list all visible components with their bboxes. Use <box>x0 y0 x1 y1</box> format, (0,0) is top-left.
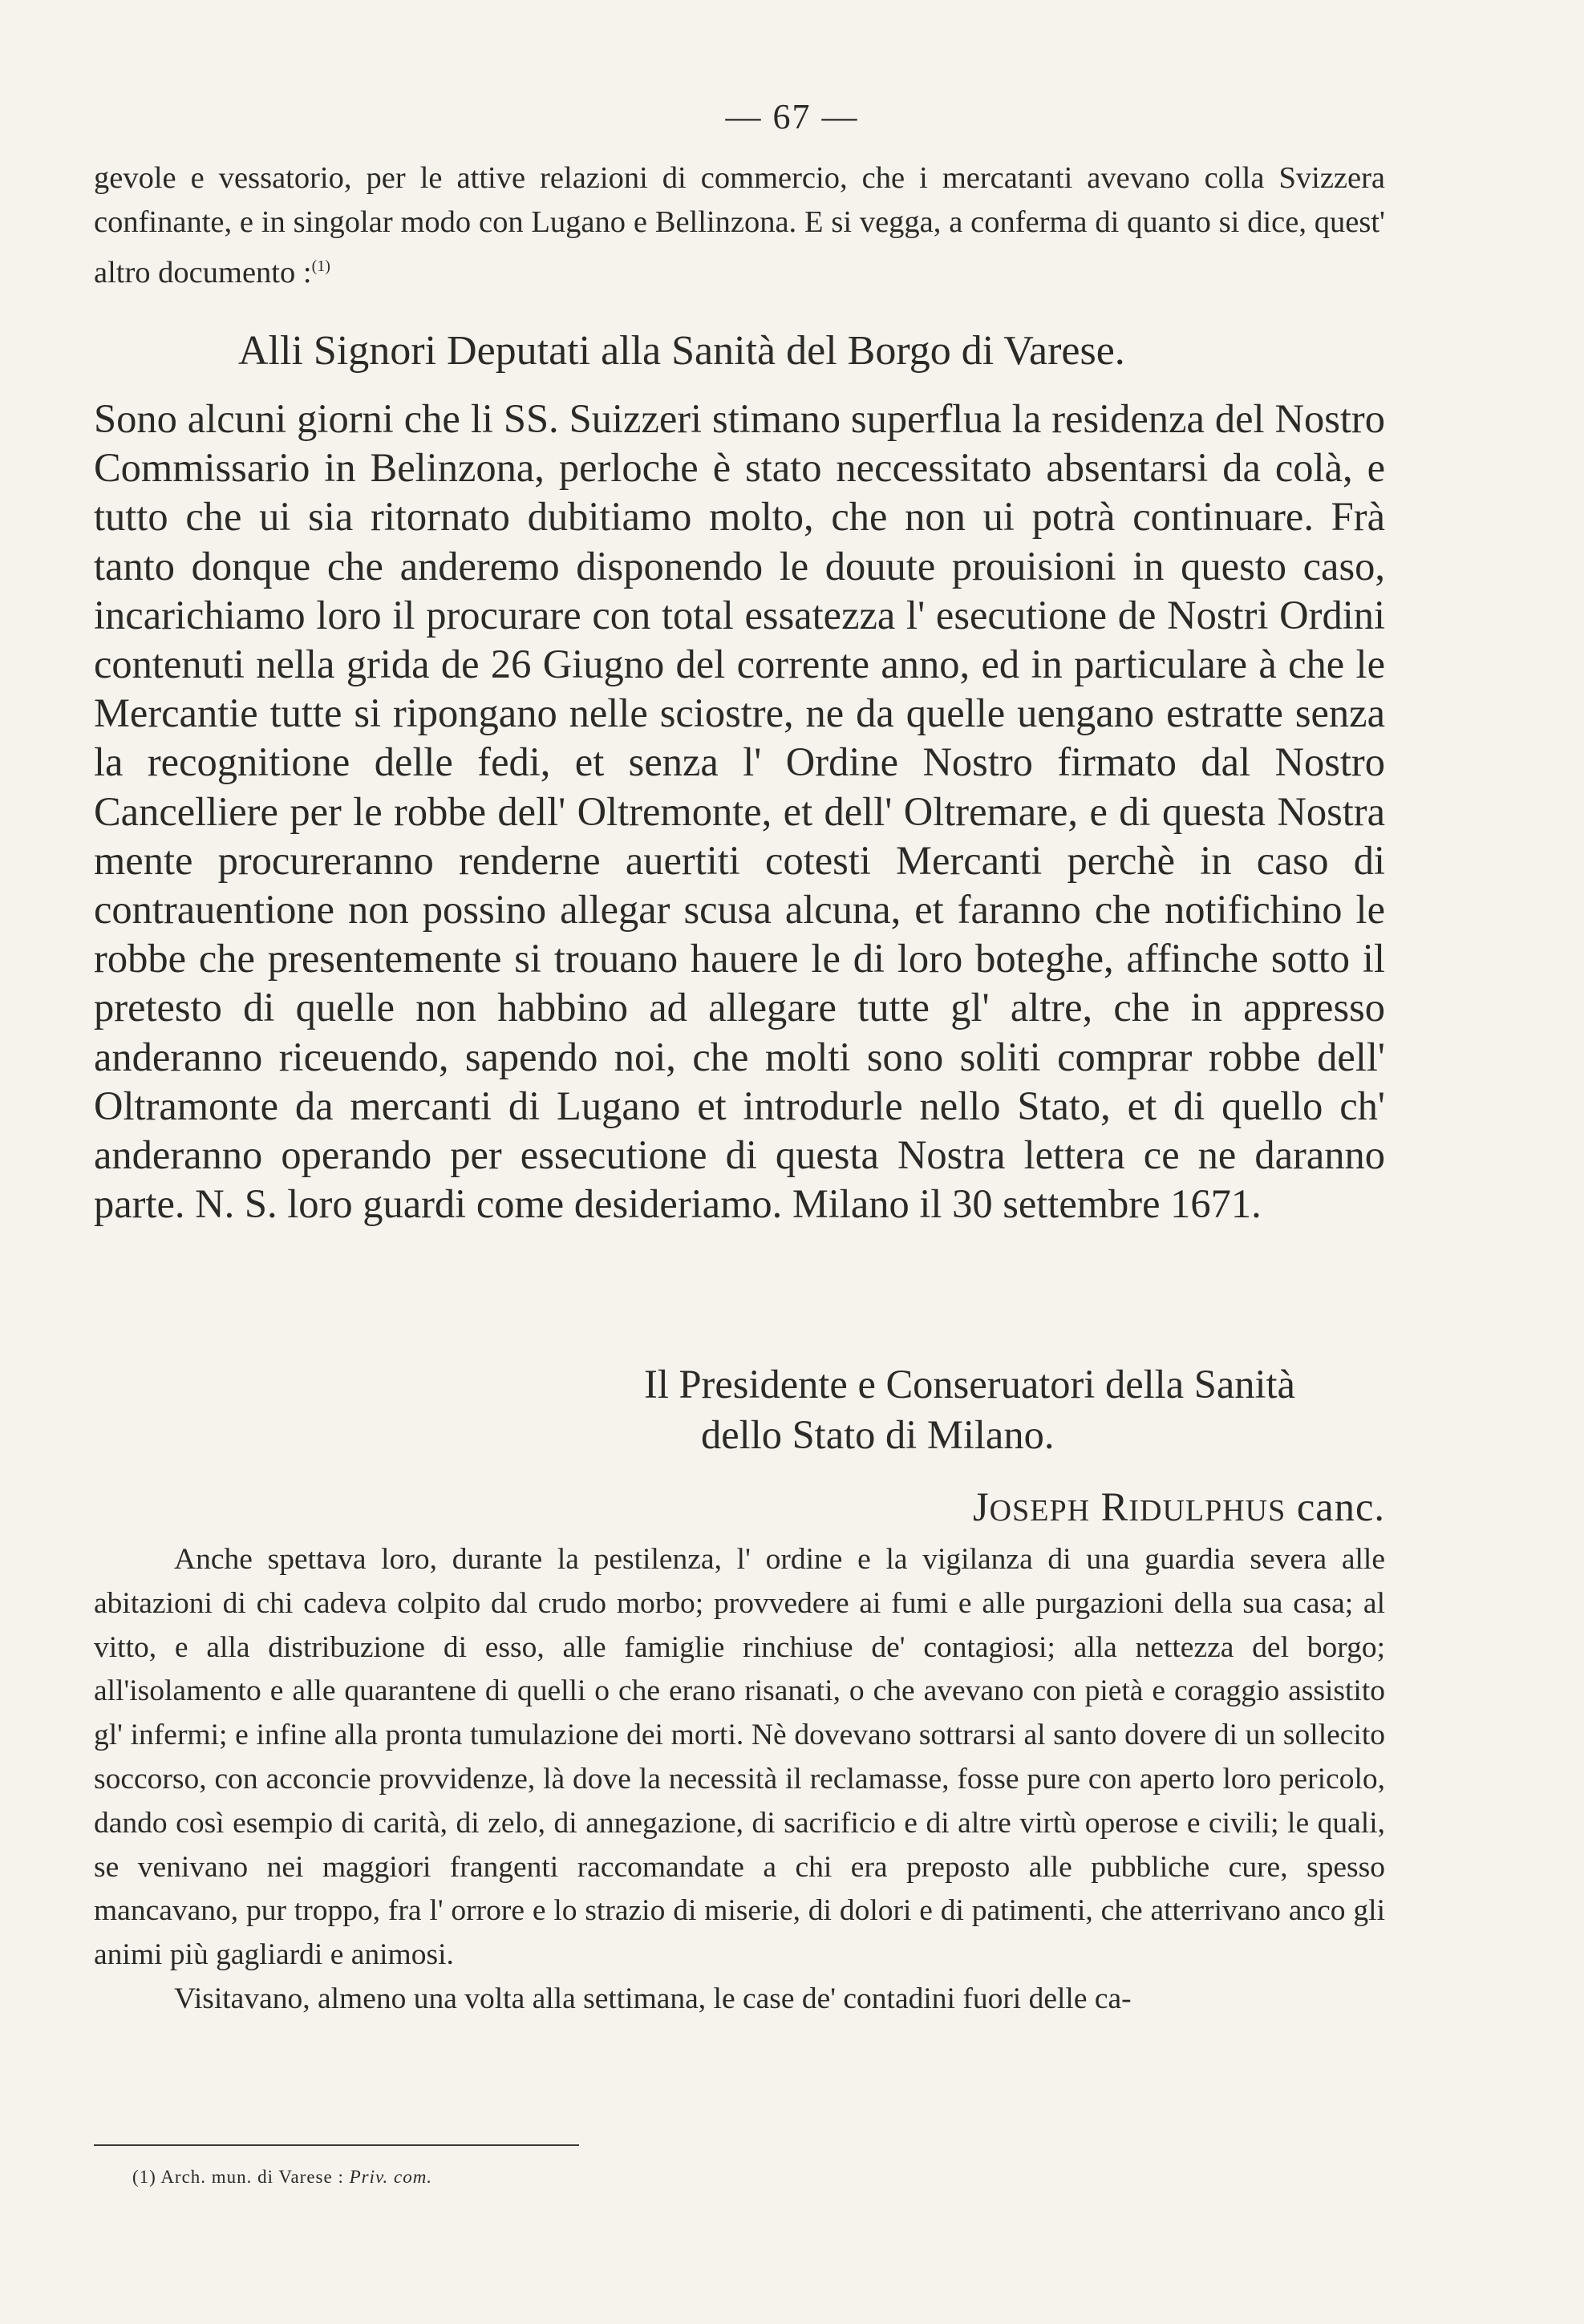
chancellor-signature <box>973 1484 1385 1530</box>
page-number: — 67 — <box>725 97 859 136</box>
intro-paragraph <box>94 156 1385 295</box>
chancellor-title: canc. <box>1296 1484 1385 1529</box>
letter-body: Sono alcuni giorni che li SS. Suizzeri stimano superflua la residenza del Nostro Commissario in Belinzona, perloche è stato neccessitato absentarsi da colà, e tutto che ui sia ritornato dubitiamo molto, che non ui potrà continuare. Frà tanto donque che anderemo disponendo le douute prouisioni in questo caso, incarichiamo loro il procurare con total essatezza l' esecutione de Nostri Ordini contenuti nella grida de 26 Giugno del corrente anno, ed in particulare à che le Mercantie tutte si ripongano nelle sciostre, ne da quelle uengano estratte senza la recognitione delle fedi, et senza l' Ordine Nostro firmato dal Nostro Cancelliere per le robbe dell' Oltremonte, et dell' Oltremare, e di questa Nostra mente procureranno renderne auertiti cotesti Mercanti perchè in caso di contrauentione non possino allegar scusa alcuna, et faranno che notifichino le robbe che presentemente si trouano hauere le di loro boteghe, affinche sotto il pretesto di quelle non habbino ad allegare tutte gl' altre, che in appresso anderanno riceuendo, sapendo noi, che molti sono soliti comprar robbe dell' Oltramonte da mercanti di Lugano et introdurle nello Stato, et di quello ch' anderanno operando per essecutione di questa Nostra lettera ce ne daranno parte. N. S. loro guardi come desideriamo. Milano il 30 settembre 1671. <box>94 396 1385 1227</box>
signature-line-2: dello Stato di Milano. <box>701 1412 1055 1457</box>
commentary-paragraph-1: Anche spettava loro, durante la pestilenza, l' ordine e la vigilanza di una guardia severa alle abitazioni di chi cadeva colpito dal crudo morbo; provvedere ai fumi e alle purgazioni della sua casa; al vitto, e alla distribuzione di esso, alle famiglie rinchiuse de' contagiosi; alla nettezza del borgo; all'isolamento e alle quarantene di quelli o che erano risanati, o che avevano con pietà e coraggio assistito gl' infermi; e infine alla pronta tumulazione dei morti. Nè dovevano sottrarsi al santo dovere di un sollecito soccorso, con acconcie provvidenze, là dove la necessità il reclamasse, fosse pure con aperto loro pericolo, dando così esempio di carità, di zelo, di annegazione, di sacrificio e di altre virtù operose e civili; le quali, se venivano nei maggiori frangenti raccomandate a chi era preposto alle pubbliche cure, spesso mancavano, pur troppo, fra l' orrore e lo strazio di miserie, di dolori e di patimenti, che atterrivano anco gli animi più gagliardi e animosi. <box>94 1543 1385 1972</box>
commentary-paragraph-2: Visitavano, almeno una volta alla settimana, le case de' contadini fuori delle ca- <box>174 1982 1132 2015</box>
footnote-divider <box>94 2144 579 2146</box>
footnote-marker: (1) <box>132 2167 156 2187</box>
intro-text: gevole e vessatorio, per le attive relazioni di commercio, che i mercatanti avevano colla Svizzera confinante, e in singolar modo con Lugano e Bellinzona. E si vegga, a conferma di quanto si dice, quest' altro documento : <box>94 161 1385 289</box>
chancellor-first-rest: OSEPH <box>989 1494 1091 1528</box>
chancellor-last-rest: IDULPHUS <box>1128 1494 1286 1528</box>
commentary <box>94 1538 1385 2022</box>
footnote-reference-text: Priv. com. <box>349 2167 433 2187</box>
letter-address: Alli Signori Deputati alla Sanità del Borgo di Varese. <box>238 328 1125 374</box>
footnote <box>132 2167 432 2188</box>
footnote-reference: (1) <box>311 257 330 275</box>
footnote-source: Arch. mun. di Varese : <box>160 2167 344 2187</box>
chancellor-last-initial: R <box>1100 1484 1129 1529</box>
signature-line-1: Il Presidente e Conseruatori della Sanità <box>644 1362 1295 1407</box>
chancellor-first-initial: J <box>973 1484 990 1529</box>
